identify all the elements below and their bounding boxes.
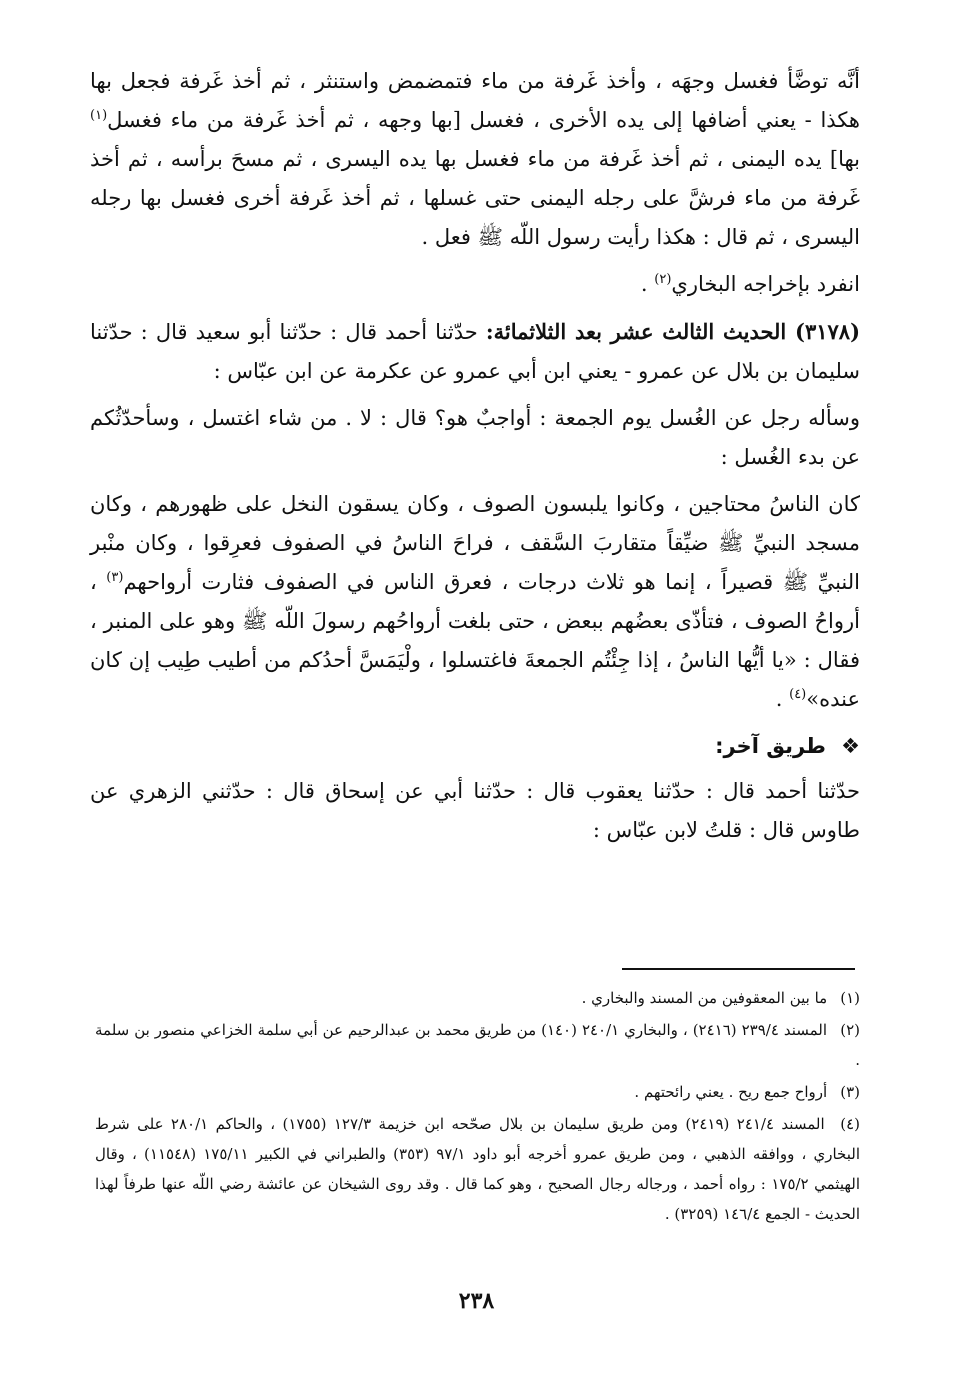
hadith-paragraph bbox=[90, 312, 860, 391]
footnote-number: (١) bbox=[840, 989, 860, 1007]
footnote-divider bbox=[622, 968, 855, 970]
footnote-text: المسند ٢٤١/٤ (٢٤١٩) ومن طريق سليمان بن بلال صحّحه ابن خزيمة ١٢٧/٣ (١٧٥٥) ، والحاكم ٢٨٠/١ على شرط البخاري ، ووافقه الذهبي ، ومن طريق عمرو أخرجه أبو داود ٩٧/١ (٣٥٣) والطبراني في الكبير ١٧٥/١١ (١١٥٤٨) ، وقال الهيثمي ١٧٥/٢ : رواه أحمد ، ورجاله رجال الصحيح ، وهو كما قال . وقد روى الشيخان عن عائشة رضي اللّه عنها طرفاً لهذا الحديث - الجمع ١٤٦/٤ (٣٢٥٩) . bbox=[95, 1115, 860, 1223]
paragraph-1-rest: بها] يده اليمنى ، ثم أخذ غَرفة من ماء فغسل بها يده اليسرى ، ثم مسحَ برأسه ، ثم أخذ غَرفة من ماء فرشَّ على رجله اليمنى حتى غسلها ، ثم أخذ غَرفة أخرى فغسل بها رجله اليسرى ، ثم قال : هكذا رأيت رسول اللّه ﷺ فعل . bbox=[90, 147, 860, 249]
diamond-bullet-icon: ❖ bbox=[841, 734, 860, 758]
main-text bbox=[90, 62, 860, 858]
footnote-ref-4: (٤) bbox=[789, 687, 807, 702]
paragraph-3-text: وسأله رجل عن الغُسل يوم الجمعة : أواجبٌ هو؟ قال : لا . من شاء اغتسل ، وسأحدّثُكم عن بدء الغُسل : bbox=[90, 406, 860, 469]
paragraph-1 bbox=[90, 62, 860, 257]
paragraph-2 bbox=[90, 265, 860, 304]
section-heading-text: طريق آخر: bbox=[715, 734, 826, 758]
footnote-3 bbox=[95, 1077, 860, 1107]
footnote-number: (٣) bbox=[840, 1083, 860, 1101]
paragraph-5-text: حدّثنا أحمد قال : حدّثنا يعقوب قال : حدّثنا أبي عن إسحاق قال : حدّثني الزهري عن طاوس قال : قلتُ لابن عبّاس : bbox=[90, 779, 860, 842]
paragraph-4-text: كان الناسُ محتاجين ، وكانوا يلبسون الصوف ، وكان يسقون النخل على ظهورهم ، وكان مسجد النبيِّ ﷺ ضيِّقاً متقاربَ السَّقف ، فراحَ الناسُ في الصفوف فعرِقوا ، وكان منْبر النبيِّ ﷺ قصيراً ، إنما هو ثلاث درجات ، فعرق الناس في الصفوف فثارت أرواحهم bbox=[90, 492, 860, 594]
paragraph-3 bbox=[90, 399, 860, 477]
footnote-1 bbox=[95, 983, 860, 1013]
paragraph-4-end: . bbox=[775, 687, 790, 711]
footnote-ref-2: (٢) bbox=[654, 272, 672, 287]
footnote-ref-1: (١) bbox=[90, 108, 108, 123]
paragraph-5 bbox=[90, 772, 860, 850]
paragraph-2-end: . bbox=[640, 272, 655, 296]
footnote-4 bbox=[95, 1109, 860, 1229]
footnotes bbox=[95, 983, 860, 1231]
footnote-number: (٤) bbox=[840, 1115, 861, 1133]
footnote-text: ما بين المعقوفين من المسند والبخاري . bbox=[581, 989, 828, 1007]
paragraph-4-rest: ، أرواحُ الصوف ، فتأذّى بعضُهم ببعض ، حتى بلغت أرواحُهم رسولَ اللّه ﷺ وهو على المنبر ، فقال : «يا أيُّها الناسُ ، إذا جِئْتُم الجمعةَ فاغتسلوا ، ولْيَمَسَّ أحدُكم من أطيب طِيب إن كان عنده» bbox=[90, 570, 860, 711]
paragraph-2-text: انفرد بإخراجه البخاري bbox=[671, 272, 860, 296]
footnote-text: أرواح جمع ريح . يعني رائحتهم . bbox=[634, 1083, 828, 1101]
hadith-isnad: حدّثنا أحمد قال : حدّثنا أبو سعيد قال : حدّثنا سليمان بن بلال عن عمرو - يعني ابن أبي عمرو عن عكرمة عن ابن عبّاس : bbox=[90, 320, 860, 383]
paragraph-1-text: أنَّه توضَّأ فغسل وجهَه ، وأخذ غَرفة من ماء فتمضمض واستنثر ، ثم أخذ غَرفة فجعل بها هكذا - يعني أضافها إلى يده الأخرى ، فغسل [بها وجهه ، ثم أخذ غَرفة من ماء فغسل bbox=[90, 69, 860, 132]
hadith-heading: (٣١٧٨) الحديث الثالث عشر بعد الثلاثمائة: bbox=[485, 319, 860, 344]
page-number: ٢٣٨ bbox=[458, 1288, 495, 1314]
footnote-text: المسند ٢٣٩/٤ (٢٤١٦) ، والبخاري ٢٤٠/١ (١٤٠) من طريق محمد بن عبدالرحيم عن أبي سلمة الخزاعي منصور بن سلمة . bbox=[95, 1021, 860, 1069]
section-heading bbox=[90, 727, 860, 766]
footnote-ref-3: (٣) bbox=[106, 570, 124, 585]
paragraph-4 bbox=[90, 485, 860, 719]
footnote-number: (٢) bbox=[840, 1021, 861, 1039]
footnote-2 bbox=[95, 1015, 860, 1075]
